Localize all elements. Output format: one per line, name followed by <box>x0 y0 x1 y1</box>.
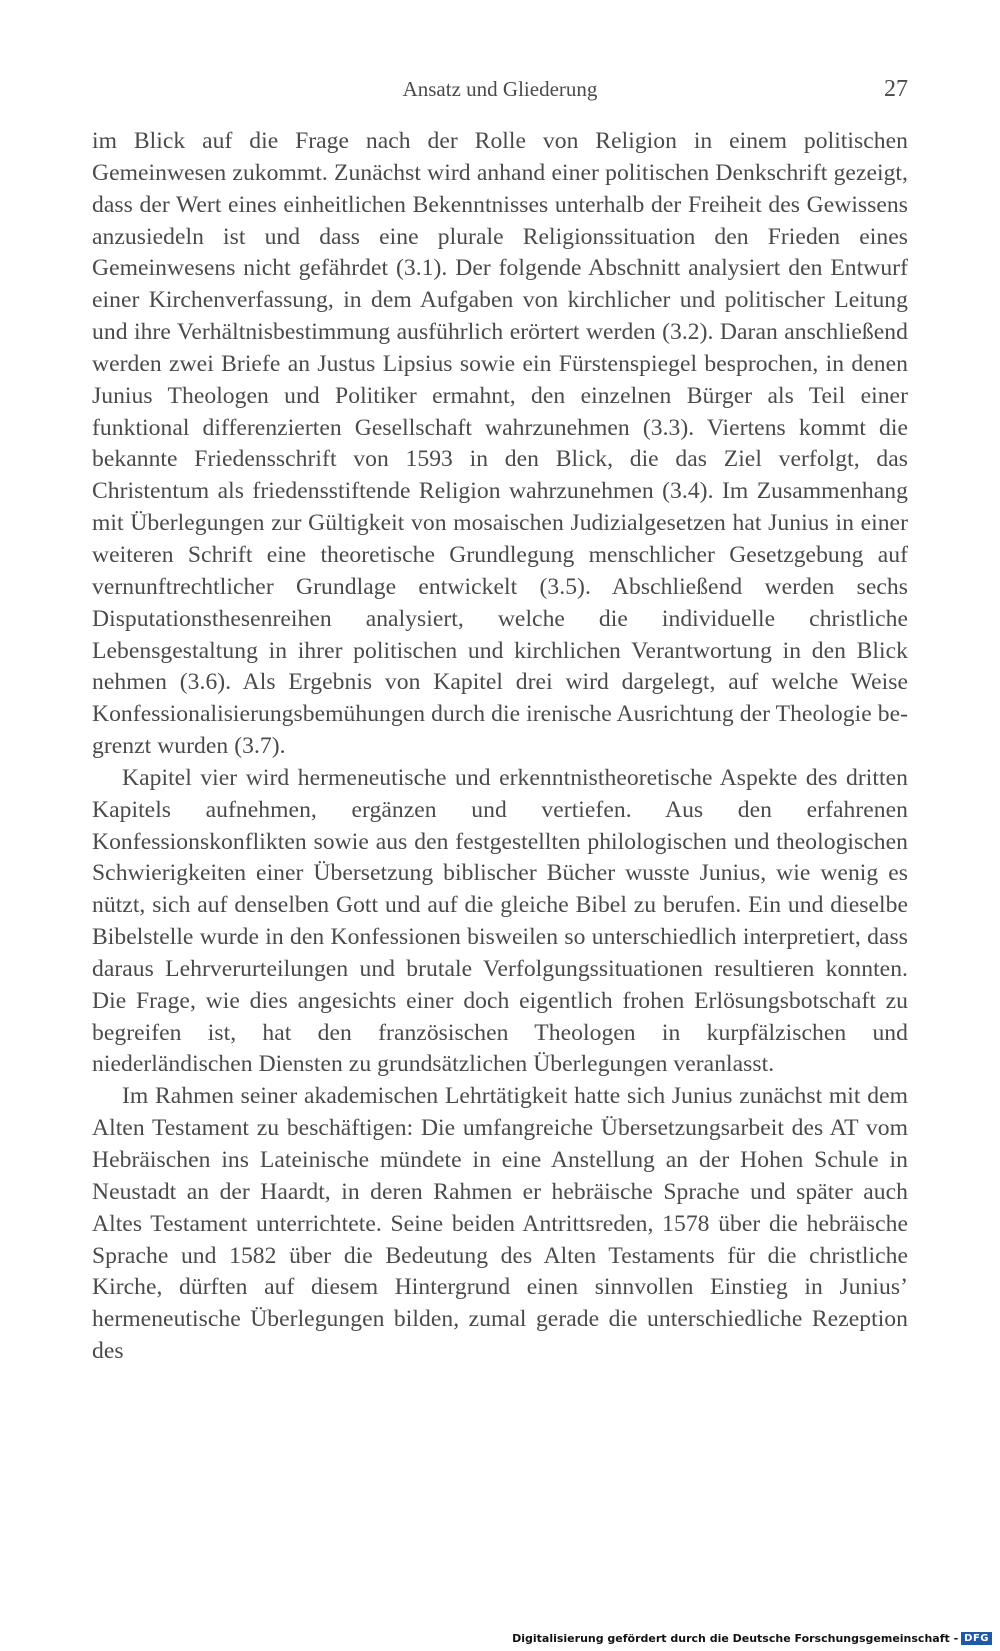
running-head-title: Ansatz und Gliederung <box>402 77 598 101</box>
dfg-logo: DFG <box>961 1632 992 1645</box>
paragraph-3: Im Rahmen seiner akademischen Lehrtätigkeit hatte sich Junius zunächst mit dem Alten Testament zu beschäftigen: Die umfangreiche Übersetzungsarbeit des AT vom Hebräischen ins Lateinische mündete in eine Anstellung an der Hohen Schule in Neustadt an der Haardt, in deren Rahmen er hebräische Sprache und später auch Altes Testament unterrichtete. Seine beiden Antrittsreden, 1578 über die hebräische Sprache und 1582 über die Bedeutung des Alten Testaments für die christliche Kirche, dürften auf diesem Hintergrund einen sinnvollen Einstieg in Junius’ hermeneutische Überlegungen bilden, zumal gerade die unterschiedliche Rezeption des <box>92 1083 908 1365</box>
digitization-credit <box>512 1629 992 1647</box>
paragraph-2: Kapitel vier wird hermeneutische und erkenntnistheoretische Aspekte des dritten Kapitels aufnehmen, ergänzen und vertiefen. Aus den erfahrenen Konfessionskonflikten sowie aus den festgestellten philologischen und theologischen Schwierigkeiten einer Übersetzung biblischer Bücher wusste Junius, wie wenig es nützt, sich auf denselben Gott und auf die gleiche Bibel zu berufen. Ein und dieselbe Bibelstelle wurde in den Konfessionen bisweilen so unterschiedlich interpretiert, dass daraus Lehrverurteilungen und brutale Verfolgungssituationen resultieren konnten. Die Frage, wie dies angesichts einer doch eigentlich frohen Erlösungsbotschaft zu begreifen ist, hat den französischen Theologen in kurpfälzischen und niederländischen Diensten zu grundsätzlichen Überlegungen veranlasst. <box>92 764 908 1078</box>
paragraph-1: im Blick auf die Frage nach der Rolle von Religion in einem politischen Gemeinwesen zukommt. Zunächst wird anhand einer politischen Denkschrift gezeigt, dass der Wert eines einheitlichen Bekenntnisses unterhalb der Freiheit des Gewissens anzusiedeln ist und dass eine plurale Religionssituation den Frieden eines Gemeinwesens nicht gefährdet (3.1). Der folgende Abschnitt analysiert den Entwurf einer Kirchenverfassung, in dem Aufgaben von kirchlicher und politischer Leitung und ihre Verhältnisbestimmung ausführlich erörtert werden (3.2). Daran anschließend werden zwei Briefe an Justus Lipsius sowie ein Fürstenspiegel besprochen, in denen Junius Theologen und Politiker ermahnt, den einzelnen Bürger als Teil einer funktional differenzierten Gesellschaft wahrzunehmen (3.3). Viertens kommt die bekannte Friedensschrift von 1593 in den Blick, die das Ziel verfolgt, das Christentum als friedensstiftende Religion wahrzunehmen (3.4). Im Zusammenhang mit Überlegungen zur Gültigkeit von mosaischen Judizialgesetzen hat Junius in einer weiteren Schrift eine theoretische Grundlegung menschlicher Gesetzgebung auf vernunftrechtlicher Grundlage entwickelt (3.5). Abschließend werden sechs Disputationsthesenreihen analysiert, welche die individuelle christliche Lebensgestaltung in ihrer politischen und kirchlichen Verantwortung in den Blick nehmen (3.6). Als Ergebnis von Kapitel drei wird dargelegt, auf welche Weise Konfessionalisierungsbemühungen durch die irenische Ausrichtung der Theologie begrenzt wurden (3.7). <box>92 128 908 760</box>
running-head <box>92 72 908 106</box>
body-text <box>92 126 908 1368</box>
digitization-credit-text: Digitalisierung gefördert durch die Deutsche Forschungsgemeinschaft - <box>512 1631 959 1645</box>
page-number: 27 <box>884 76 908 102</box>
